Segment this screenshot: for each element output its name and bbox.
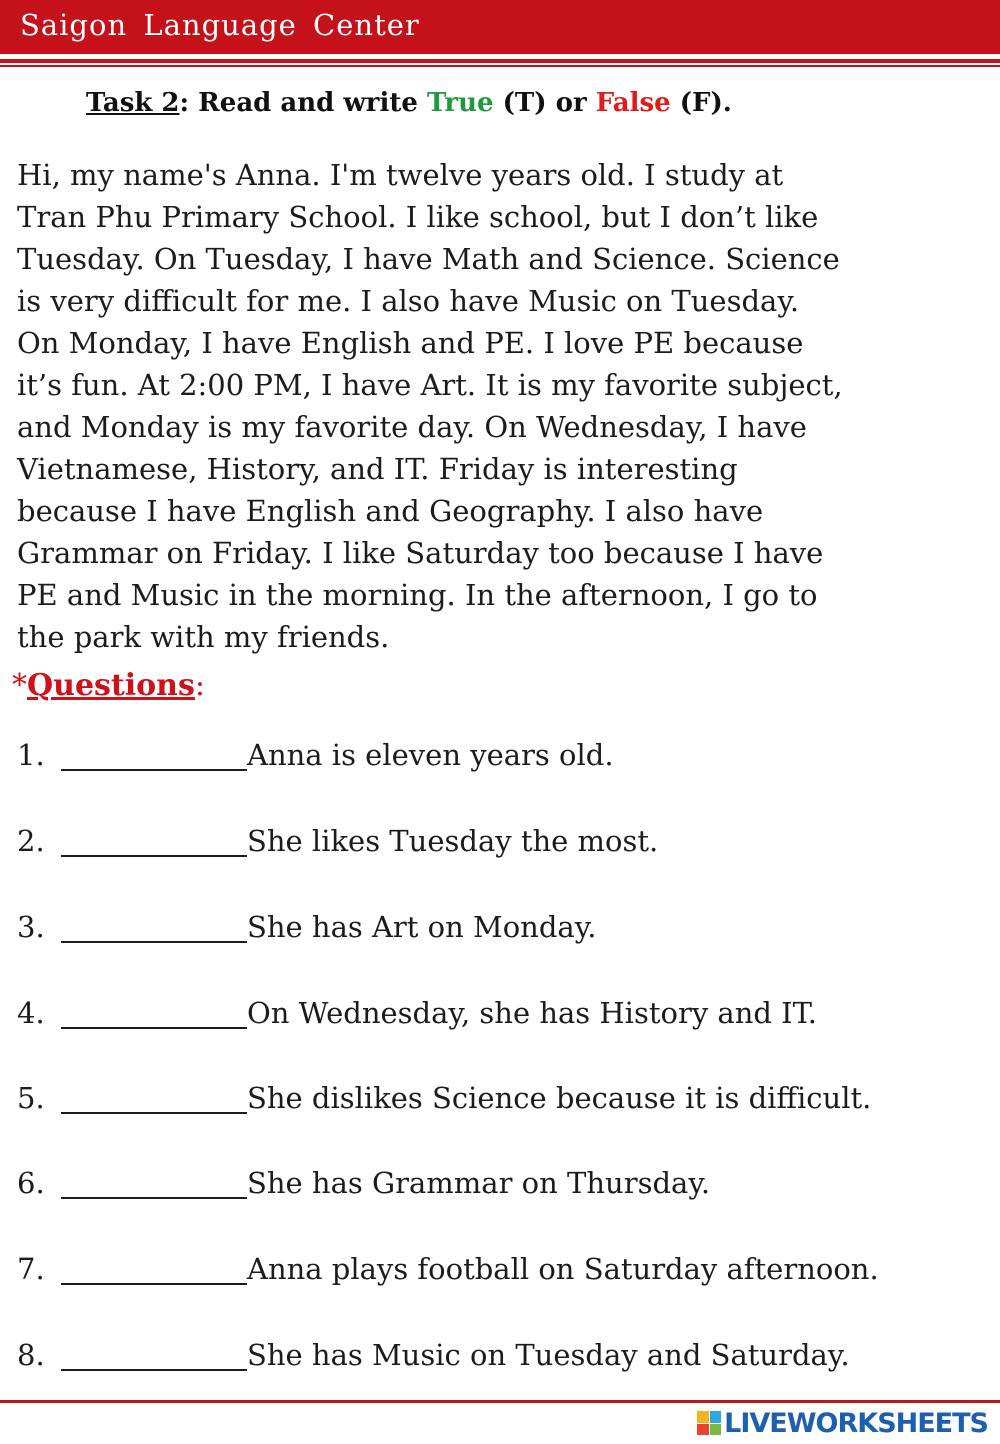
question-text: She has Grammar on Thursday. [247,1166,711,1200]
logo-text: LIVEWORKSHEETS [724,1407,988,1439]
question-3 [17,910,596,944]
passage-line: Vietnamese, History, and IT. Friday is interesting [17,452,738,486]
questions-star: * [12,668,27,703]
question-6 [17,1166,710,1200]
question-4 [17,996,817,1030]
questions-heading [12,668,205,703]
questions-colon: : [194,668,205,703]
task-label: Task 2 [86,88,180,118]
answer-blank-7[interactable] [61,1255,247,1285]
question-number: 2. [17,824,45,858]
passage-line: is very difficult for me. I also have Music on Tuesday. [17,284,800,318]
header-title: Saigon Language Center [20,8,420,42]
passage-line: it’s fun. At 2:00 PM, I have Art. It is my favorite subject, [17,368,843,402]
task-title [86,88,732,118]
header-divider [0,59,1000,63]
question-5 [17,1081,871,1115]
passage-line: because I have English and Geography. I also have [17,494,764,528]
question-7 [17,1252,879,1286]
answer-blank-3[interactable] [61,913,247,943]
question-number: 4. [17,996,45,1030]
question-text: She dislikes Science because it is difficult. [247,1081,872,1115]
reading-passage [17,154,992,658]
passage-line: Tran Phu Primary School. I like school, but I don’t like [17,200,819,234]
question-number: 5. [17,1081,45,1115]
question-8 [17,1338,850,1372]
question-number: 1. [17,738,45,772]
question-number: 3. [17,910,45,944]
passage-line: Hi, my name's Anna. I'm twelve years old. I study at [17,158,784,192]
answer-blank-5[interactable] [61,1084,247,1114]
passage-line: On Monday, I have English and PE. I love PE because [17,326,804,360]
answer-blank-6[interactable] [61,1169,247,1199]
liveworksheets-logo[interactable] [697,1407,988,1439]
passage-line: Tuesday. On Tuesday, I have Math and Science. Science [17,242,840,276]
question-text: Anna plays football on Saturday afternoon. [247,1252,879,1286]
passage-line: and Monday is my favorite day. On Wednesday, I have [17,410,807,444]
question-text: She has Art on Monday. [247,910,597,944]
header-divider-thin [0,65,1000,67]
true-word: True [426,88,494,118]
passage-line: PE and Music in the morning. In the afternoon, I go to [17,578,818,612]
question-text: She likes Tuesday the most. [247,824,659,858]
question-text: Anna is eleven years old. [247,738,614,772]
true-abbrev: (T) or [493,88,596,118]
questions-word: Questions [27,668,195,703]
passage-line: Grammar on Friday. I like Saturday too because I have [17,536,824,570]
question-number: 8. [17,1338,45,1372]
question-text: On Wednesday, she has History and IT. [247,996,817,1030]
question-number: 6. [17,1166,45,1200]
question-1 [17,738,614,772]
false-abbrev: (F). [670,88,732,118]
question-text: She has Music on Tuesday and Saturday. [247,1338,850,1372]
passage-line: the park with my friends. [17,620,390,654]
footer-divider [0,1400,1000,1403]
false-word: False [595,88,671,118]
answer-blank-8[interactable] [61,1341,247,1371]
task-instruction: : Read and write [179,88,427,118]
liveworksheets-logo-icon [697,1411,721,1435]
question-2 [17,824,658,858]
answer-blank-1[interactable] [61,741,247,771]
answer-blank-4[interactable] [61,999,247,1029]
answer-blank-2[interactable] [61,827,247,857]
question-number: 7. [17,1252,45,1286]
